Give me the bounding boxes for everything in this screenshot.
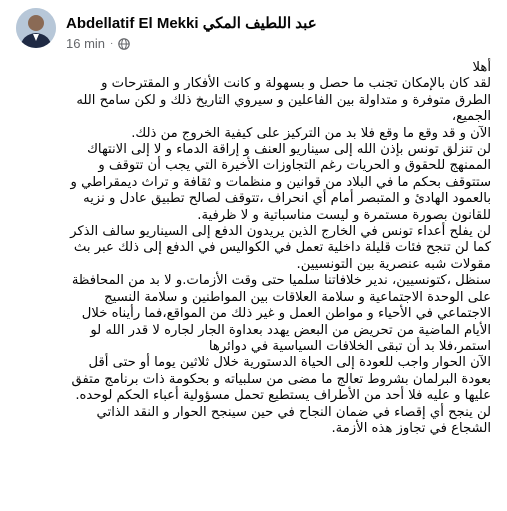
- author-name[interactable]: Abdellatif El Mekki عبد اللطيف المكي: [66, 15, 317, 32]
- post-line: سنظل ،كتونسيين، ندير خلافاتنا سلميا حتى وقت الأزمات.و لا بد من المحافظة: [71, 273, 491, 289]
- post-line: لن ينجح أي إقصاء في ضمان النجاح في حين سينجح الحوار و النقد الذاتي: [96, 404, 491, 420]
- post-header: [16, 6, 497, 54]
- post-line: لقد كان بالإمكان تجنب ما حصل و بسهولة و كانت الأفكار و المقترحات و: [101, 76, 491, 92]
- meta-separator: ·: [110, 38, 114, 49]
- post-line: أهلا: [472, 60, 491, 75]
- post-line: عليها و عليه فلا أحد من الأطراف يستطيع تحمل مسؤولية أعباء الحكم لوحده.: [75, 388, 491, 404]
- post-line: مقولات شبه عنصرية بين التونسيين.: [296, 256, 491, 272]
- post-line: الآن الحوار واجب للعودة إلى الحياة الدستورية خلال ثلاثين يوما أو حتى أقل: [88, 355, 491, 371]
- post-line: كما لن تنجح فئات قليلة داخلية تعمل في الكواليس في الدفع إلى ذلك عبر بث: [73, 240, 491, 256]
- post-line: الطرق متوفرة و متداولة بين الفاعلين و سيروي التاريخ ذلك و لكن سامح الله: [76, 92, 491, 108]
- post-line: الممنهج للحقوق و الحريات رغم التجاوزات الأخيرة التي يجب أن تتوقف و: [98, 158, 491, 174]
- globe-icon[interactable]: [118, 38, 130, 50]
- post-line: الآن و قد وقع ما وقع فلا بد من التركيز على كيفية الخروج من ذلك.: [131, 125, 491, 141]
- post-meta: [66, 36, 130, 51]
- avatar[interactable]: [16, 8, 56, 48]
- post-line: للقانون بصورة مستمرة و ليست مناسباتية و لا ظرفية.: [197, 207, 491, 223]
- post-line: استمر،فلا بد أن تبقى الخلافات السياسية في دوائرها: [208, 338, 491, 354]
- post-line: لن تنزلق تونس بإذن الله إلى سيناريو العنف و إراقة الدماء و لا إلى الانتهاك: [87, 142, 491, 158]
- post-line: بعودة البرلمان بشروط تعالج ما مضى من سلبياته و بحكومة ذات برنامج متفق: [71, 371, 491, 387]
- post-line: الشجاع في تجاوز هذه الأزمة.: [331, 420, 491, 436]
- post-text: [16, 60, 491, 437]
- profile-photo-icon: [16, 8, 56, 48]
- post-line: ستتوقف بحكم ما في البلاد من قوانين و منظمات و ثقافة و تراث ديمقراطي و: [70, 174, 491, 190]
- post-line: الاجتماعي في الأحياء و مواطن العمل و غير ذلك من المواقع،فما رأيناه خلال: [81, 306, 491, 322]
- post-line: بالعمود الهادئ و المتبصر أمام أي انحراف ،تتوقف لصالح تطبيق عادل و نزيه: [83, 191, 491, 207]
- post-line: الجميع،: [451, 109, 491, 125]
- post-line: لن يفلح أعداء تونس في الخارج الذين يريدون الدفع إلى السيناريو سالف الذكر: [70, 224, 491, 240]
- post-time[interactable]: 16 min: [66, 36, 106, 51]
- post-line: الأيام الماضية من تحريض من البعض يهدد بعداوة الجار لجاره لا قدر الله لو: [90, 322, 491, 338]
- post-line: على الوحدة الاجتماعية و سلامة العلاقات بين المواطنين و سلامة النسيج: [104, 289, 491, 305]
